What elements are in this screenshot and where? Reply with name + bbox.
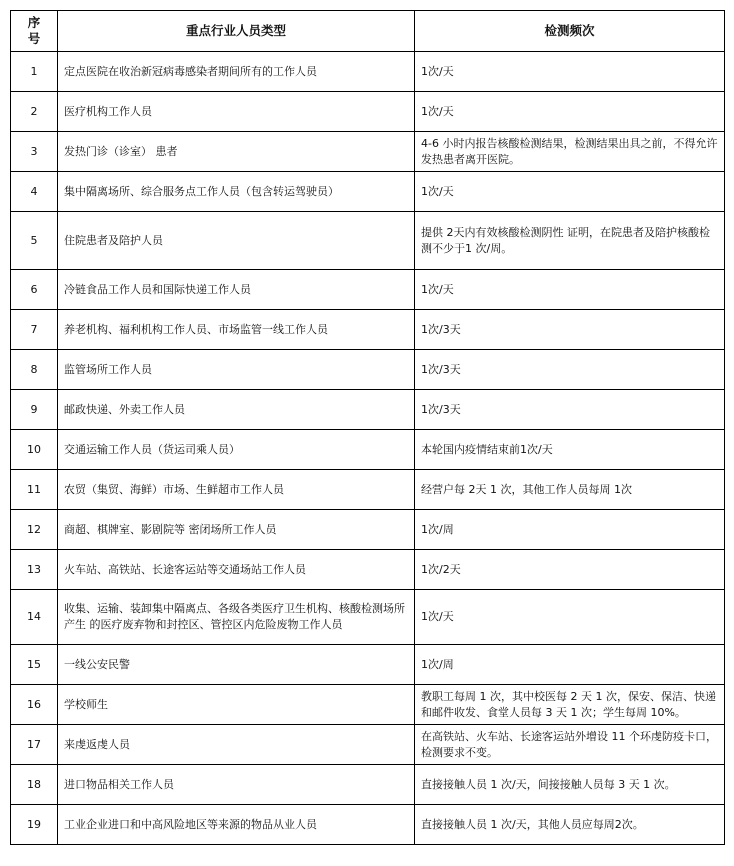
table-row (11, 550, 725, 590)
table-row (11, 510, 725, 550)
test-frequency: 1次/天 (415, 52, 725, 92)
test-frequency: 1次/天 (415, 590, 725, 645)
row-number: 3 (11, 132, 58, 172)
personnel-type: 邮政快递、外卖工作人员 (58, 390, 415, 430)
personnel-type: 学校师生 (58, 685, 415, 725)
table-row (11, 765, 725, 805)
table-row (11, 350, 725, 390)
personnel-type: 定点医院在收治新冠病毒感染者期间所有的工作人员 (58, 52, 415, 92)
test-frequency: 4-6 小时内报告核酸检测结果，检测结果出具之前，不得允许发热患者离开医院。 (415, 132, 725, 172)
table-row (11, 430, 725, 470)
personnel-type: 住院患者及陪护人员 (58, 212, 415, 270)
personnel-type: 一线公安民警 (58, 645, 415, 685)
row-number: 12 (11, 510, 58, 550)
row-number: 2 (11, 92, 58, 132)
personnel-type: 工业企业进口和中高风险地区等来源的物品从业人员 (58, 805, 415, 845)
table-row (11, 52, 725, 92)
personnel-type: 收集、运输、装卸集中隔离点、各级各类医疗卫生机构、核酸检测场所产生 的医疗废弃物和封控区、管控区内危险废物工作人员 (58, 590, 415, 645)
row-number: 11 (11, 470, 58, 510)
header-freq: 检测频次 (415, 11, 725, 52)
personnel-type: 交通运输工作人员（货运司乘人员） (58, 430, 415, 470)
table-row (11, 310, 725, 350)
personnel-type: 进口物品相关工作人员 (58, 765, 415, 805)
row-number: 19 (11, 805, 58, 845)
testing-frequency-table (10, 10, 725, 845)
header-no (11, 11, 58, 52)
test-frequency: 1次/3天 (415, 390, 725, 430)
row-number: 13 (11, 550, 58, 590)
row-number: 4 (11, 172, 58, 212)
row-number: 16 (11, 685, 58, 725)
test-frequency: 直接接触人员 1 次/天，其他人员应每周2次。 (415, 805, 725, 845)
test-frequency: 教职工每周 1 次，其中校医每 2 天 1 次，保安、保洁、快递和邮件收发、食堂人员每 3 天 1 次；学生每周 10%。 (415, 685, 725, 725)
test-frequency: 1次/3天 (415, 350, 725, 390)
row-number: 10 (11, 430, 58, 470)
table-row (11, 645, 725, 685)
table-row (11, 390, 725, 430)
test-frequency: 1次/天 (415, 92, 725, 132)
row-number: 1 (11, 52, 58, 92)
row-number: 7 (11, 310, 58, 350)
table-row (11, 212, 725, 270)
header-type: 重点行业人员类型 (58, 11, 415, 52)
personnel-type: 发热门诊（诊室） 患者 (58, 132, 415, 172)
personnel-type: 冷链食品工作人员和国际快递工作人员 (58, 270, 415, 310)
table-row (11, 805, 725, 845)
personnel-type: 养老机构、福利机构工作人员、市场监管一线工作人员 (58, 310, 415, 350)
personnel-type: 商超、棋牌室、影剧院等 密闭场所工作人员 (58, 510, 415, 550)
test-frequency: 在高铁站、火车站、长途客运站外增设 11 个环虔防疫卡口，检测要求不变。 (415, 725, 725, 765)
row-number: 5 (11, 212, 58, 270)
row-number: 9 (11, 390, 58, 430)
header-row (11, 11, 725, 52)
personnel-type: 监管场所工作人员 (58, 350, 415, 390)
test-frequency: 1次/天 (415, 172, 725, 212)
row-number: 14 (11, 590, 58, 645)
table-row (11, 172, 725, 212)
test-frequency: 直接接触人员 1 次/天，间接接触人员每 3 天 1 次。 (415, 765, 725, 805)
test-frequency: 1次/天 (415, 270, 725, 310)
personnel-type: 农贸（集贸、海鲜）市场、生鲜超市工作人员 (58, 470, 415, 510)
table-row (11, 725, 725, 765)
row-number: 18 (11, 765, 58, 805)
row-number: 8 (11, 350, 58, 390)
personnel-type: 集中隔离场所、综合服务点工作人员（包含转运驾驶员） (58, 172, 415, 212)
personnel-type: 医疗机构工作人员 (58, 92, 415, 132)
table-row (11, 685, 725, 725)
test-frequency: 经营户每 2天 1 次，其他工作人员每周 1次 (415, 470, 725, 510)
table-row (11, 270, 725, 310)
test-frequency: 1次/3天 (415, 310, 725, 350)
personnel-type: 来虔返虔人员 (58, 725, 415, 765)
row-number: 6 (11, 270, 58, 310)
row-number: 17 (11, 725, 58, 765)
row-number: 15 (11, 645, 58, 685)
table-body (11, 52, 725, 845)
table-row (11, 590, 725, 645)
table-row (11, 92, 725, 132)
test-frequency: 1次/周 (415, 510, 725, 550)
table-row (11, 470, 725, 510)
table-row (11, 132, 725, 172)
test-frequency: 提供 2天内有效核酸检测阴性 证明，在院患者及陪护核酸检 测不少于1 次/周。 (415, 212, 725, 270)
test-frequency: 1次/2天 (415, 550, 725, 590)
header-no-label: 序号 (27, 15, 41, 46)
personnel-type: 火车站、高铁站、长途客运站等交通场站工作人员 (58, 550, 415, 590)
test-frequency: 本轮国内疫情结束前1次/天 (415, 430, 725, 470)
test-frequency: 1次/周 (415, 645, 725, 685)
